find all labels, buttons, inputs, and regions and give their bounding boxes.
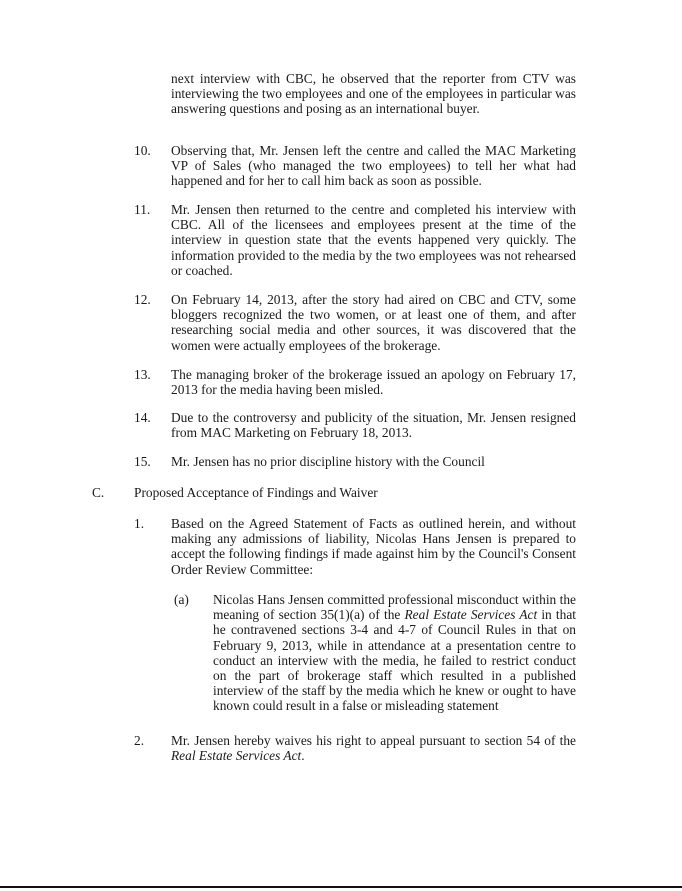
item-number: 1. (134, 516, 145, 531)
subitem-label: (a) (174, 592, 189, 607)
item-text: Based on the Agreed Statement of Facts as outlined herein, and without making any admissions of liability, Nicolas Hans Jensen is prepared to accept the following findings if made against him by the Council's Consent Order Review Committee: (171, 516, 576, 577)
item-number: 12. (134, 292, 151, 307)
item-text: Observing that, Mr. Jensen left the centre and called the MAC Marketing VP of Sales (who managed the two employees) to tell her what had happened and for her to call him back as soon as possible. (171, 143, 576, 189)
section-heading: Proposed Acceptance of Findings and Waiver (134, 485, 378, 500)
subitem-text (213, 592, 576, 714)
page-bottom-edge (0, 886, 682, 888)
subitem-text-before: Nicolas Hans Jensen committed professional misconduct within the meaning of section 35(1)(a) of the (213, 592, 576, 623)
act-title: Real Estate Services Act (171, 748, 302, 764)
item-number: 15. (134, 454, 151, 469)
item-text-after: . (301, 748, 305, 764)
item-text: Mr. Jensen has no prior discipline history with the Council (171, 454, 485, 469)
item-text: On February 14, 2013, after the story had aired on CBC and CTV, some bloggers recognized the two women, or at least one of them, and after researching social media and other sources, it was discovered that the women were actually employees of the brokerage. (171, 292, 576, 353)
item-text-before: Mr. Jensen hereby waives his right to appeal pursuant to section 54 of the (171, 733, 576, 748)
subitem-text-after: in that he contravened sections 3-4 and 4-7 of Council Rules in that on February 9, 2013, while in attendance at a presentation centre to conduct an interview with the media, he failed to restrict conduct on the part of brokerage staff which resulted in a published interview of the staff by the media which he knew or ought to have known could result in a false or misleading statement (213, 607, 576, 714)
item-text: Due to the controversy and publicity of the situation, Mr. Jensen resigned from MAC Marketing on February 18, 2013. (171, 410, 576, 441)
item-number: 14. (134, 410, 151, 425)
item-number: 10. (134, 143, 151, 158)
item-text (171, 733, 576, 763)
section-letter: C. (92, 485, 105, 500)
act-title: Real Estate Services Act (404, 607, 538, 623)
item-number: 13. (134, 367, 151, 382)
item-number: 11. (134, 202, 151, 217)
item-number: 2. (134, 733, 145, 748)
item-text: The managing broker of the brokerage issued an apology on February 17, 2013 for the media having been misled. (171, 367, 576, 398)
continuation-paragraph: next interview with CBC, he observed that the reporter from CTV was interviewing the two employees and one of the employees in particular was answering questions and posing as an international buyer. (171, 71, 576, 117)
item-text: Mr. Jensen then returned to the centre and completed his interview with CBC. All of the licensees and employees present at the time of the interview in question state that the events happened very quickly. The information provided to the media by the two employees was not rehearsed or coached. (171, 202, 576, 278)
